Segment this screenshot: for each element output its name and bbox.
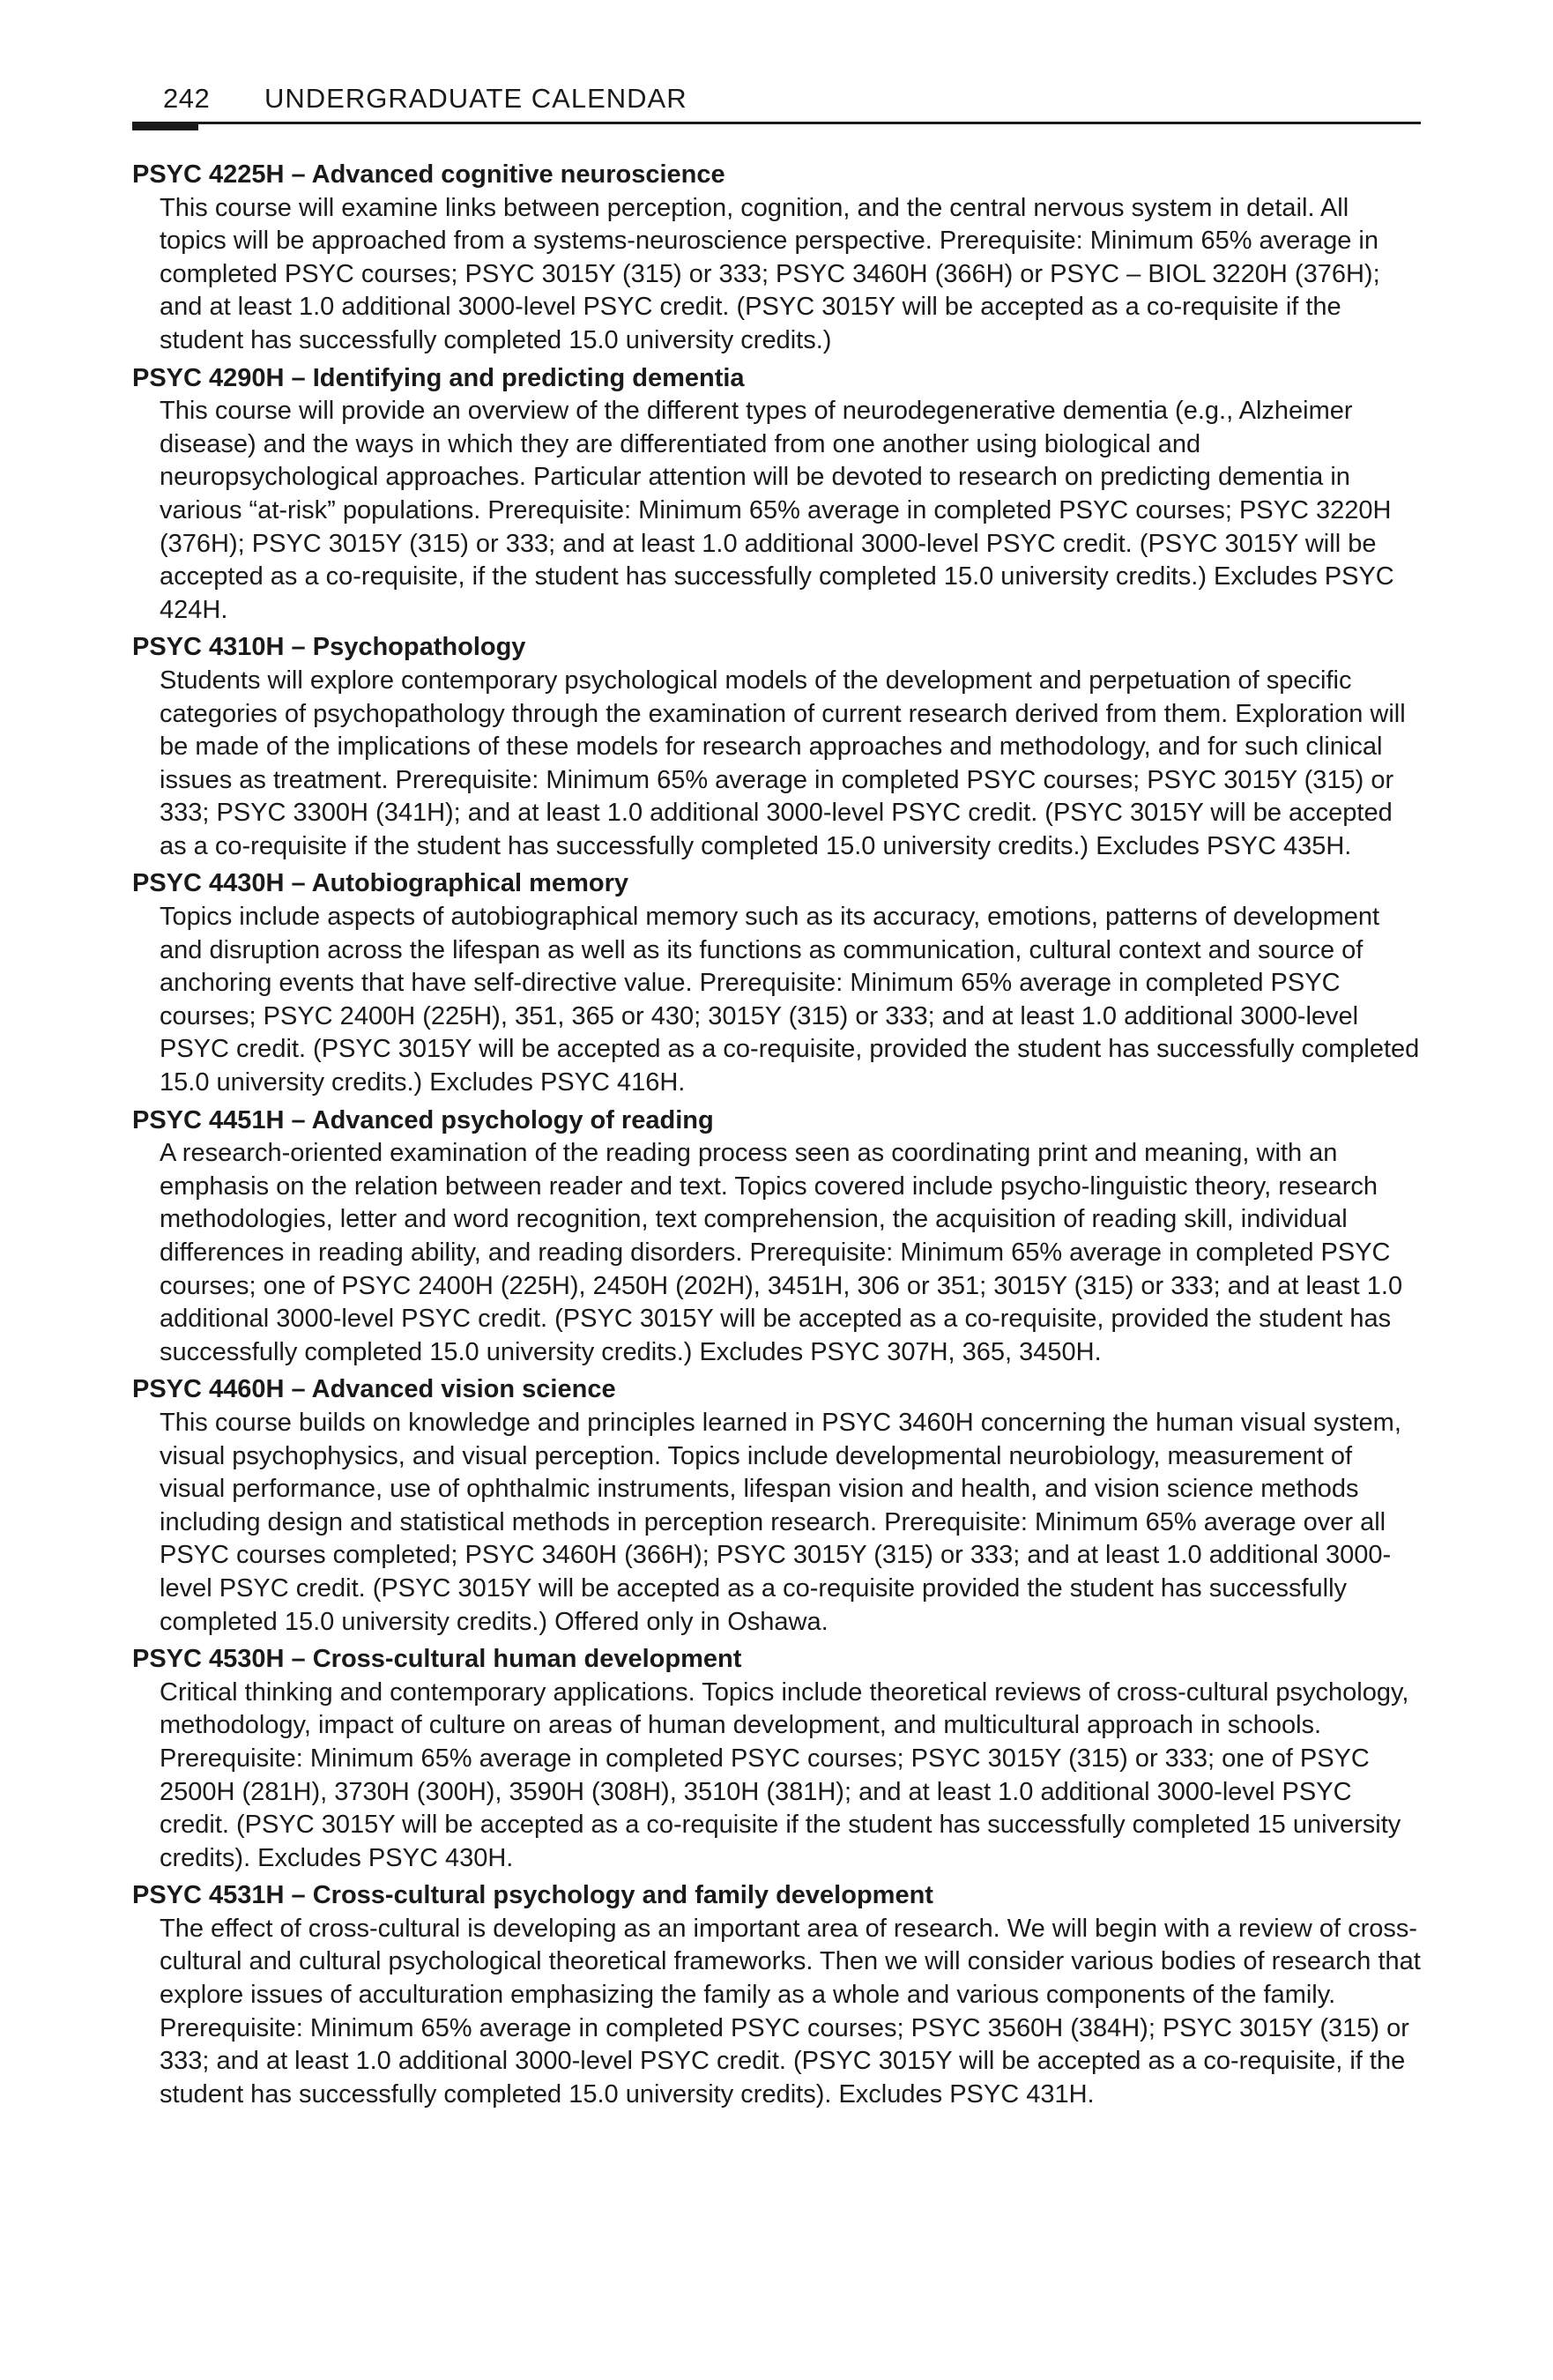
header-rule bbox=[132, 122, 1421, 124]
course-description: This course builds on knowledge and principles learned in PSYC 3460H concerning the human visual system, visual psychophysics, and visual perception. Topics include developmental neurobiology, measurement of visual performance, use of ophthalmic instruments, lifespan vision and health, and vision science methods including design and statistical methods in perception research. Prerequisite: Minimum 65% average over all PSYC courses completed; PSYC 3460H (366H); PSYC 3015Y (315) or 333; and at least 1.0 additional 3000-level PSYC credit. (PSYC 3015Y will be accepted as a co-requisite provided the student has successfully completed 15.0 university credits.) Offered only in Oshawa. bbox=[160, 1408, 1401, 1636]
course-title: PSYC 4451H – Advanced psychology of reading bbox=[132, 1105, 714, 1134]
course-title: PSYC 4530H – Cross-cultural human development bbox=[132, 1645, 742, 1674]
course-description: This course will examine links between perception, cognition, and the central nervous system in detail. All topics will be approached from a systems-neuroscience perspective. Prerequisite: Minimum 65% average in completed PSYC courses; PSYC 3015Y (315) or 333; PSYC 3460H (366H) or PSYC – BIOL 3220H (376H); and at least 1.0 additional 3000-level PSYC credit. (PSYC 3015Y will be accepted as a co-requisite if the student has successfully completed 15.0 university credits.) bbox=[160, 193, 1380, 354]
course-entry bbox=[132, 362, 1421, 632]
course-entry bbox=[132, 1643, 1421, 1879]
header-tab-marker bbox=[132, 122, 198, 130]
course-title: PSYC 4531H – Cross-cultural psychology and family development bbox=[132, 1881, 933, 1910]
course-entry bbox=[132, 631, 1421, 867]
running-title: UNDERGRADUATE CALENDAR bbox=[264, 83, 687, 114]
page-number: 242 bbox=[163, 83, 211, 114]
course-description: This course will provide an overview of the different types of neurodegenerative dementia (e.g., Alzheimer disease) and the ways in which they are differentiated from one another using biological and neuropsychological approaches. Particular attention will be devoted to research on predicting dementia in various “at-risk” populations. Prerequisite: Minimum 65% average in completed PSYC courses; PSYC 3220H (376H); PSYC 3015Y (315) or 333; and at least 1.0 additional 3000-level PSYC credit. (PSYC 3015Y will be accepted as a co-requisite, if the student has successfully completed 15.0 university credits.) Excludes PSYC 424H. bbox=[160, 397, 1394, 624]
course-description: Topics include aspects of autobiographical memory such as its accuracy, emotions, patterns of development and disruption across the lifespan as well as its functions as communication, cultural context and source of anchoring events that have self-directive value. Prerequisite: Minimum 65% average in completed PSYC courses; PSYC 2400H (225H), 351, 365 or 430; 3015Y (315) or 333; and at least 1.0 additional 3000-level PSYC credit. (PSYC 3015Y will be accepted as a co-requisite, provided the student has successfully completed 15.0 university credits.) Excludes PSYC 416H. bbox=[160, 903, 1420, 1097]
course-description: A research-oriented examination of the reading process seen as coordinating print and meaning, with an emphasis on the relation between reader and text. Topics covered include psycho-linguistic theory, research methodologies, letter and word recognition, text comprehension, the acquisition of reading skill, individual differences in reading ability, and reading disorders. Prerequisite: Minimum 65% average in completed PSYC courses; one of PSYC 2400H (225H), 2450H (202H), 3451H, 306 or 351; 3015Y (315) or 333; and at least 1.0 additional 3000-level PSYC credit. (PSYC 3015Y will be accepted as a co-requisite, provided the student has successfully completed 15.0 university credits.) Excludes PSYC 307H, 365, 3450H. bbox=[160, 1139, 1403, 1366]
page-header bbox=[132, 76, 1421, 129]
course-description: The effect of cross-cultural is developing as an important area of research. We will begin with a review of cross-cultural and cultural psychological theoretical frameworks. Then we will consider various bodies of research that explore issues of acculturation emphasizing the family as a whole and various components of the family. Prerequisite: Minimum 65% average in completed PSYC courses; PSYC 3560H (384H); PSYC 3015Y (315) or 333; and at least 1.0 additional 3000-level PSYC credit. (PSYC 3015Y will be accepted as a co-requisite, if the student has successfully completed 15.0 university credits). Excludes PSYC 431H. bbox=[160, 1914, 1421, 2109]
course-entry bbox=[132, 1104, 1421, 1374]
course-list bbox=[132, 159, 1421, 2116]
course-title: PSYC 4430H – Autobiographical memory bbox=[132, 869, 628, 898]
course-entry bbox=[132, 867, 1421, 1104]
course-title: PSYC 4310H – Psychopathology bbox=[132, 633, 526, 662]
course-description: Students will explore contemporary psychological models of the development and perpetuation of specific categories of psychopathology through the examination of current research derived from them. Exploration will be made of the implications of these models for research approaches and methodology, and for such clinical issues as treatment. Prerequisite: Minimum 65% average in completed PSYC courses; PSYC 3015Y (315) or 333; PSYC 3300H (341H); and at least 1.0 additional 3000-level PSYC credit. (PSYC 3015Y will be accepted as a co-requisite if the student has successfully completed 15.0 university credits.) Excludes PSYC 435H. bbox=[160, 666, 1406, 860]
course-entry bbox=[132, 1879, 1421, 2116]
course-title: PSYC 4460H – Advanced vision science bbox=[132, 1375, 616, 1404]
course-entry bbox=[132, 159, 1421, 362]
course-entry bbox=[132, 1373, 1421, 1643]
course-description: Critical thinking and contemporary applications. Topics include theoretical reviews of cross-cultural psychology, methodology, impact of culture on areas of human development, and multicultural approach in schools. Prerequisite: Minimum 65% average in completed PSYC courses; PSYC 3015Y (315) or 333; one of PSYC 2500H (281H), 3730H (300H), 3590H (308H), 3510H (381H); and at least 1.0 additional 3000-level PSYC credit. (PSYC 3015Y will be accepted as a co-requisite if the student has successfully completed 15 university credits). Excludes PSYC 430H. bbox=[160, 1677, 1409, 1872]
course-title: PSYC 4225H – Advanced cognitive neuroscience bbox=[132, 160, 725, 189]
course-title: PSYC 4290H – Identifying and predicting dementia bbox=[132, 363, 745, 392]
